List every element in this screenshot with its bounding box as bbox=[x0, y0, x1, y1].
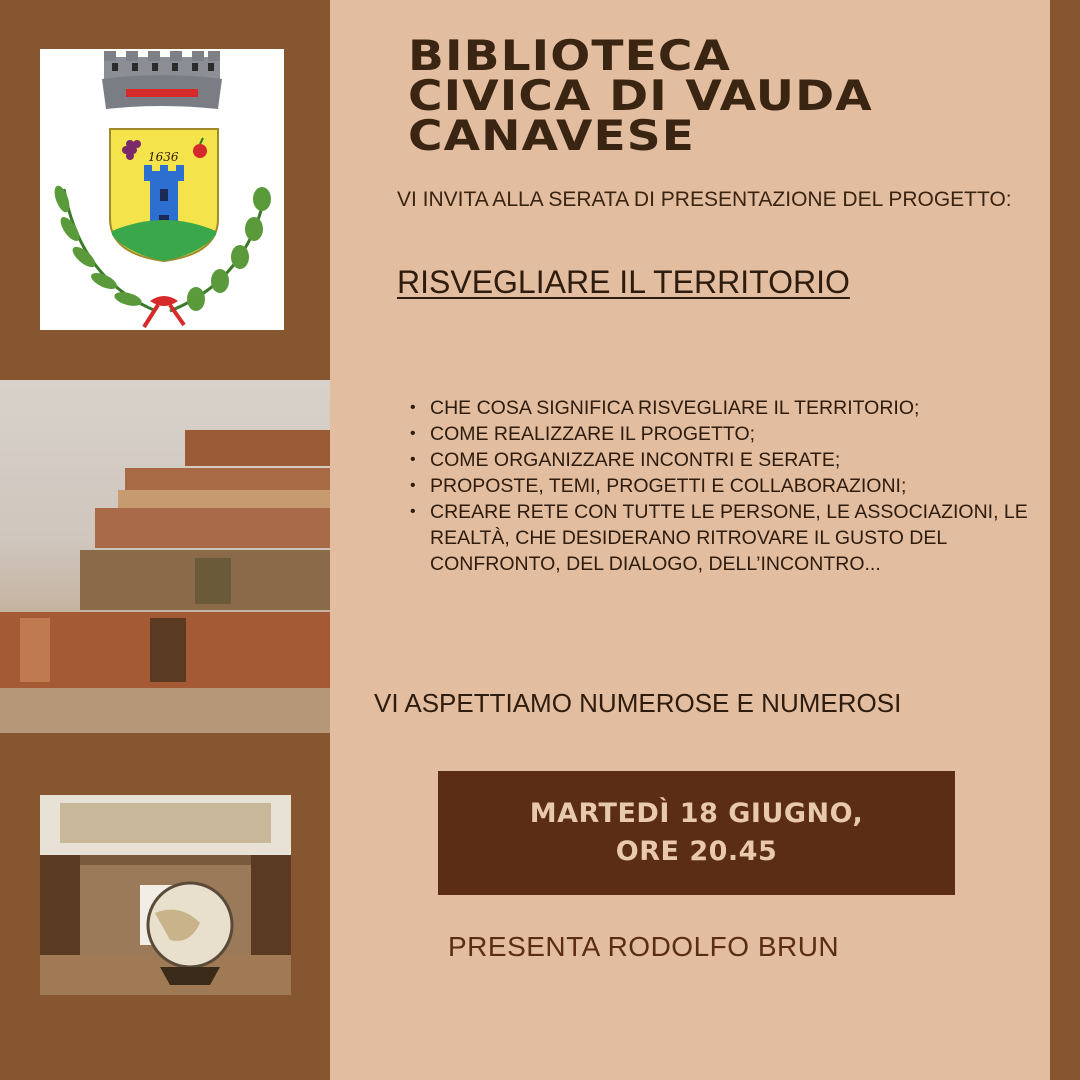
title-line-1: BIBLIOTECA bbox=[408, 31, 732, 80]
crest-emblem-icon bbox=[40, 49, 284, 330]
crest-year: 1636 bbox=[148, 150, 179, 164]
library-photo bbox=[40, 795, 291, 995]
topic-item: • PROPOSTE, TEMI, PROGETTI E COLLABORAZIONI; bbox=[410, 473, 1050, 499]
closing-text: VI ASPETTIAMO NUMEROSE E NUMEROSI bbox=[374, 688, 902, 718]
topic-item: • CREARE RETE CON TUTTE LE PERSONE, LE ASSOCIAZIONI, LE REALTÀ, CHE DESIDERANO RITROVARE IL GUSTO DEL CONFRONTO, DEL DIALOGO, DELL’INCONTRO... bbox=[410, 499, 1050, 577]
title-line-3: CANAVESE bbox=[408, 111, 696, 160]
library-title bbox=[408, 31, 873, 160]
topics-list bbox=[410, 395, 1050, 577]
topic-item: • COME ORGANIZZARE INCONTRI E SERATE; bbox=[410, 447, 1050, 473]
title-line-2: CIVICA DI VAUDA bbox=[408, 71, 873, 120]
event-date-box bbox=[438, 771, 955, 895]
book-stack-icon bbox=[0, 380, 330, 733]
topic-item: • COME REALIZZARE IL PROGETTO; bbox=[410, 421, 1050, 447]
topic-item: • CHE COSA SIGNIFICA RISVEGLIARE IL TERRITORIO; bbox=[410, 395, 1050, 421]
event-time: ORE 20.45 bbox=[615, 836, 778, 867]
presenter-text: PRESENTA RODOLFO BRUN bbox=[448, 931, 840, 962]
municipal-crest bbox=[40, 49, 284, 330]
project-name: RISVEGLIARE IL TERRITORIO bbox=[397, 264, 850, 300]
invite-text: VI INVITA ALLA SERATA DI PRESENTAZIONE DEL PROGETTO: bbox=[397, 188, 1012, 211]
library-globe-icon bbox=[40, 795, 291, 995]
event-date: MARTEDÌ 18 GIUGNO, bbox=[529, 798, 864, 829]
books-photo bbox=[0, 380, 330, 733]
